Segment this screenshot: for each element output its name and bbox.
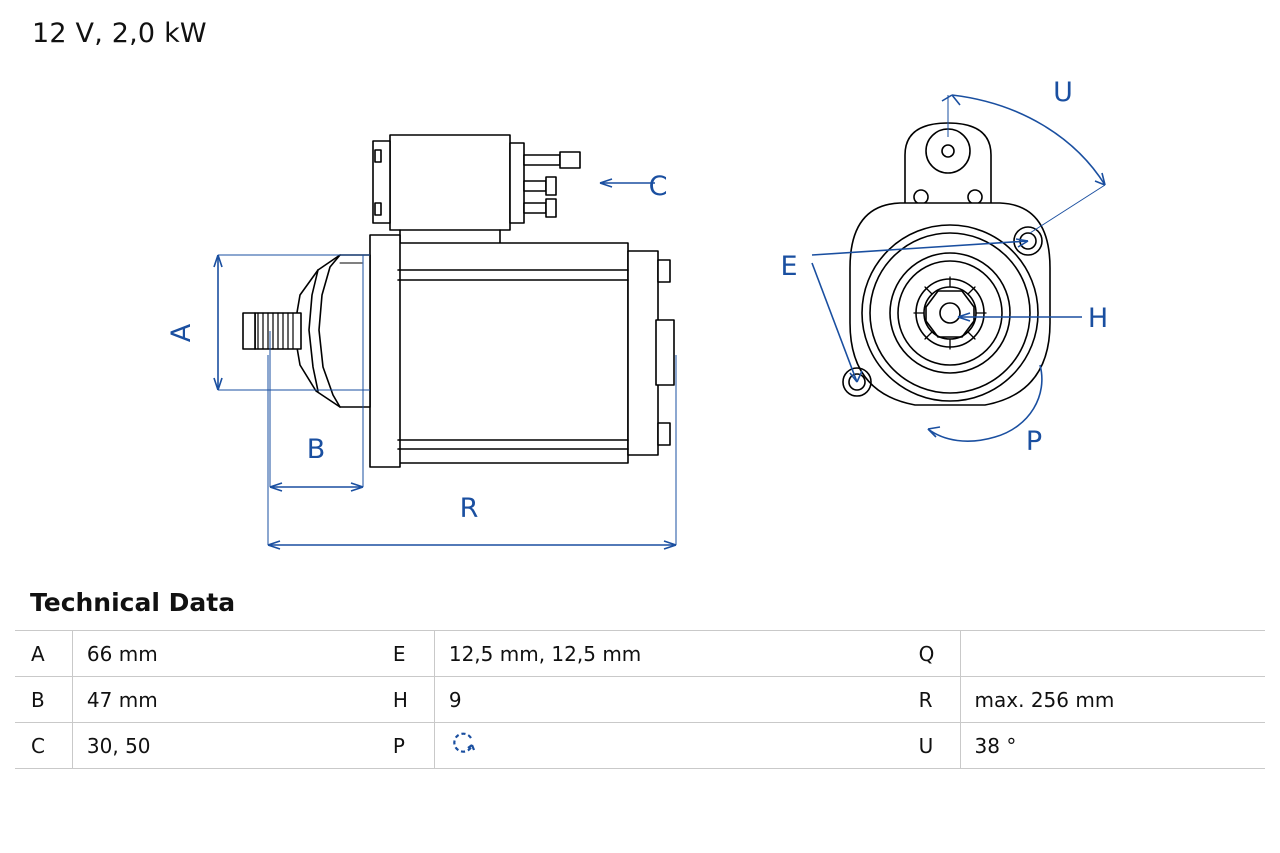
row-key-u: U — [903, 723, 960, 769]
row-value-h: 9 — [434, 677, 902, 723]
row-key-a: A — [15, 631, 72, 677]
row-value-q — [960, 631, 1265, 677]
row-key-h: H — [377, 677, 434, 723]
rotation-clockwise-icon — [449, 728, 479, 763]
row-key-p: P — [377, 723, 434, 769]
label-e: E — [780, 251, 798, 282]
page-title: 12 V, 2,0 kW — [32, 18, 207, 49]
row-value-e: 12,5 mm, 12,5 mm — [434, 631, 902, 677]
technical-data-heading: Technical Data — [30, 588, 236, 617]
table-row — [15, 677, 1265, 723]
row-key-r: R — [903, 677, 960, 723]
starter-motor-technical-drawing — [0, 55, 1280, 575]
label-r: R — [459, 493, 479, 524]
row-key-e: E — [377, 631, 434, 677]
technical-data-table — [15, 630, 1265, 769]
table-row — [15, 631, 1265, 677]
row-value-u: 38 ° — [960, 723, 1265, 769]
row-value-p — [434, 723, 902, 769]
row-key-b: B — [15, 677, 72, 723]
label-h: H — [1087, 303, 1109, 334]
label-u: U — [1053, 77, 1073, 108]
row-value-r: max. 256 mm — [960, 677, 1265, 723]
label-a: A — [166, 323, 197, 343]
label-p: P — [1025, 426, 1043, 457]
table-row — [15, 723, 1265, 769]
row-key-q: Q — [903, 631, 960, 677]
row-value-b: 47 mm — [72, 677, 376, 723]
row-value-c: 30, 50 — [72, 723, 376, 769]
row-value-a: 66 mm — [72, 631, 376, 677]
row-key-c: C — [15, 723, 72, 769]
label-b: B — [306, 434, 326, 465]
label-c: C — [648, 171, 668, 202]
